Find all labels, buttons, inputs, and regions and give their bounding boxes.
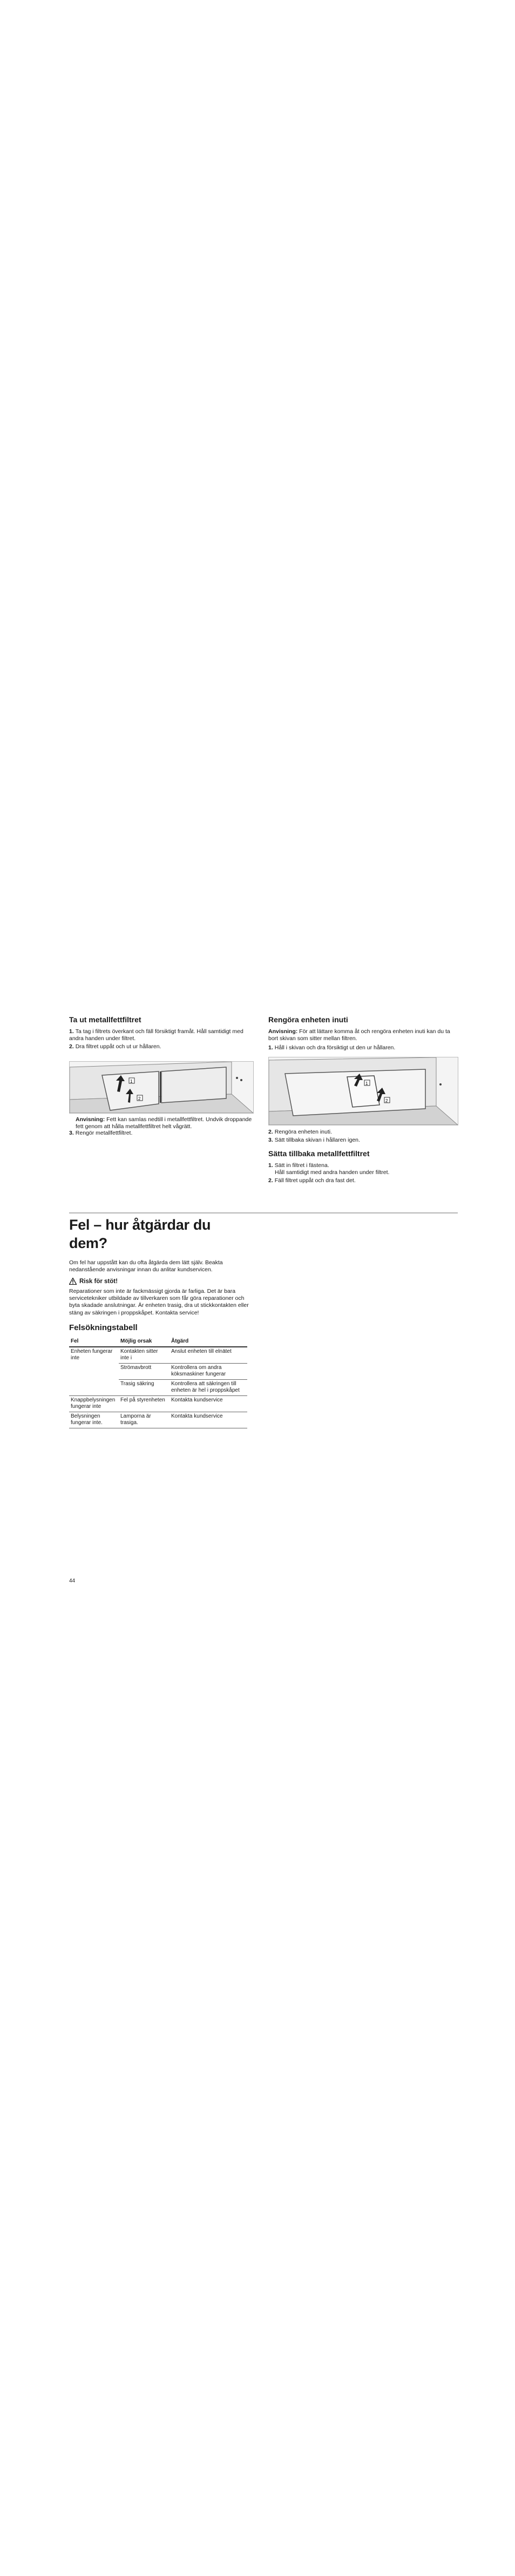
warning-triangle-icon bbox=[69, 1278, 77, 1285]
svg-text:1: 1 bbox=[130, 1079, 133, 1084]
refit-step-1: 1. Sätt in filtret i fästena. Håll samtidigt med andra handen under filtret. bbox=[268, 1162, 457, 1176]
left-step-2: 2. Dra filtret uppåt och ut ur hållaren. bbox=[69, 1043, 161, 1050]
filter-removal-drawing bbox=[70, 1062, 253, 1113]
cause-cell: Strömavbrott bbox=[119, 1363, 170, 1379]
troubleshooting-title: Fel – hur åtgärdar du dem? bbox=[69, 1217, 211, 1251]
action-cell: Anslut enheten till elnätet bbox=[170, 1347, 247, 1364]
fault-cell: Knappbelysningen fungerar inte bbox=[69, 1395, 119, 1412]
left-note-text: Fett kan samlas nedtill i metallfettfiltret. Undvik droppande fett genom att hålla metallfettfiltret helt vågrätt. bbox=[76, 1116, 252, 1130]
left-note bbox=[76, 1116, 253, 1130]
svg-text:1: 1 bbox=[365, 1081, 368, 1086]
action-cell: Kontakta kundservice bbox=[170, 1412, 247, 1428]
cause-cell: Kontakten sitter inte i bbox=[119, 1347, 170, 1364]
right-note-text: För att lättare komma åt och rengöra enheten inuti kan du ta bort skivan som sitter mellan filtren. bbox=[268, 1028, 450, 1042]
table-row bbox=[69, 1347, 247, 1364]
refit-step-1-sub: Håll samtidigt med andra handen under filtret. bbox=[275, 1169, 390, 1176]
right-steps-b bbox=[268, 1129, 457, 1144]
left-section bbox=[69, 1015, 253, 1051]
inner-cleaning-drawing bbox=[269, 1057, 458, 1125]
action-cell: Kontrollera att säkringen till enheten är hel i proppskåpet bbox=[170, 1379, 247, 1395]
action-cell: Kontakta kundservice bbox=[170, 1395, 247, 1412]
refit-step-2: 2. Fäll filtret uppåt och dra fast det. bbox=[268, 1177, 356, 1184]
right-section-continued bbox=[268, 1129, 457, 1185]
right-note-label: Anvisning: bbox=[268, 1028, 298, 1035]
column-header-action: Åtgärd bbox=[170, 1337, 247, 1347]
inner-cleaning-illustration bbox=[268, 1057, 458, 1125]
page-number: 44 bbox=[69, 1578, 76, 1584]
table-header-row bbox=[69, 1337, 247, 1347]
fault-cell: Belysningen fungerar inte. bbox=[69, 1412, 119, 1428]
table-row bbox=[69, 1395, 247, 1412]
section-divider bbox=[69, 1212, 458, 1213]
refit-steps bbox=[268, 1162, 457, 1184]
fault-cell: Enheten fungerar inte bbox=[69, 1347, 119, 1396]
right-step-2: 2. Rengöra enheten inuti. bbox=[268, 1129, 333, 1135]
left-steps bbox=[69, 1028, 253, 1050]
table-row bbox=[69, 1412, 247, 1428]
table-heading: Felsökningstabell bbox=[69, 1323, 138, 1332]
left-step-3: 3. Rengör metallfettfiltret. bbox=[69, 1130, 133, 1136]
troubleshooting-table bbox=[69, 1337, 247, 1428]
filter-removal-illustration bbox=[69, 1061, 254, 1114]
svg-text:2: 2 bbox=[385, 1098, 388, 1103]
right-note bbox=[268, 1028, 457, 1042]
cause-cell: Fel på styrenheten bbox=[119, 1395, 170, 1412]
right-steps-a bbox=[268, 1044, 457, 1051]
svg-text:2: 2 bbox=[138, 1096, 141, 1101]
troubleshooting-intro: Om fel har uppstått kan du ofta åtgärda dem lätt själv. Beakta nedanstående anvisningar innan du anlitar kundservicen. bbox=[69, 1259, 223, 1273]
right-section bbox=[268, 1015, 457, 1053]
cause-cell: Lamporna är trasiga. bbox=[119, 1412, 170, 1428]
refit-heading: Sätta tillbaka metallfettfiltret bbox=[268, 1149, 370, 1158]
action-cell: Kontrollera om andra köksmaskiner fungerar bbox=[170, 1363, 247, 1379]
warning-heading: Risk för stöt! bbox=[69, 1278, 253, 1285]
warning-text: Reparationer som inte är fackmässigt gjorda är farliga. Det är bara servicetekniker utbildade av tillverkaren som får göra reparationer och byta skadade anslutningar. Är enheten trasig, dra ut stickkontakten eller stäng av säkringen i proppskåpet. Kontakta service! bbox=[69, 1288, 249, 1316]
left-section-heading: Ta ut metallfettfiltret bbox=[69, 1015, 141, 1024]
column-header-fault: Fel bbox=[69, 1337, 119, 1347]
troubleshooting-section bbox=[69, 1216, 253, 1428]
cause-cell: Trasig säkring bbox=[119, 1379, 170, 1395]
right-step-1: 1. Håll i skivan och dra försiktigt ut den ur hållaren. bbox=[268, 1044, 396, 1051]
left-note-label: Anvisning: bbox=[76, 1116, 105, 1123]
right-section-heading: Rengöra enheten inuti bbox=[268, 1015, 348, 1024]
column-header-cause: Möjlig orsak bbox=[119, 1337, 170, 1347]
right-step-3: 3. Sätt tillbaka skivan i hållaren igen. bbox=[268, 1137, 360, 1144]
left-step-1: 1. Ta tag i filtrets överkant och fäll försiktigt framåt. Håll samtidigt med andra handen under filtret. bbox=[69, 1028, 243, 1042]
